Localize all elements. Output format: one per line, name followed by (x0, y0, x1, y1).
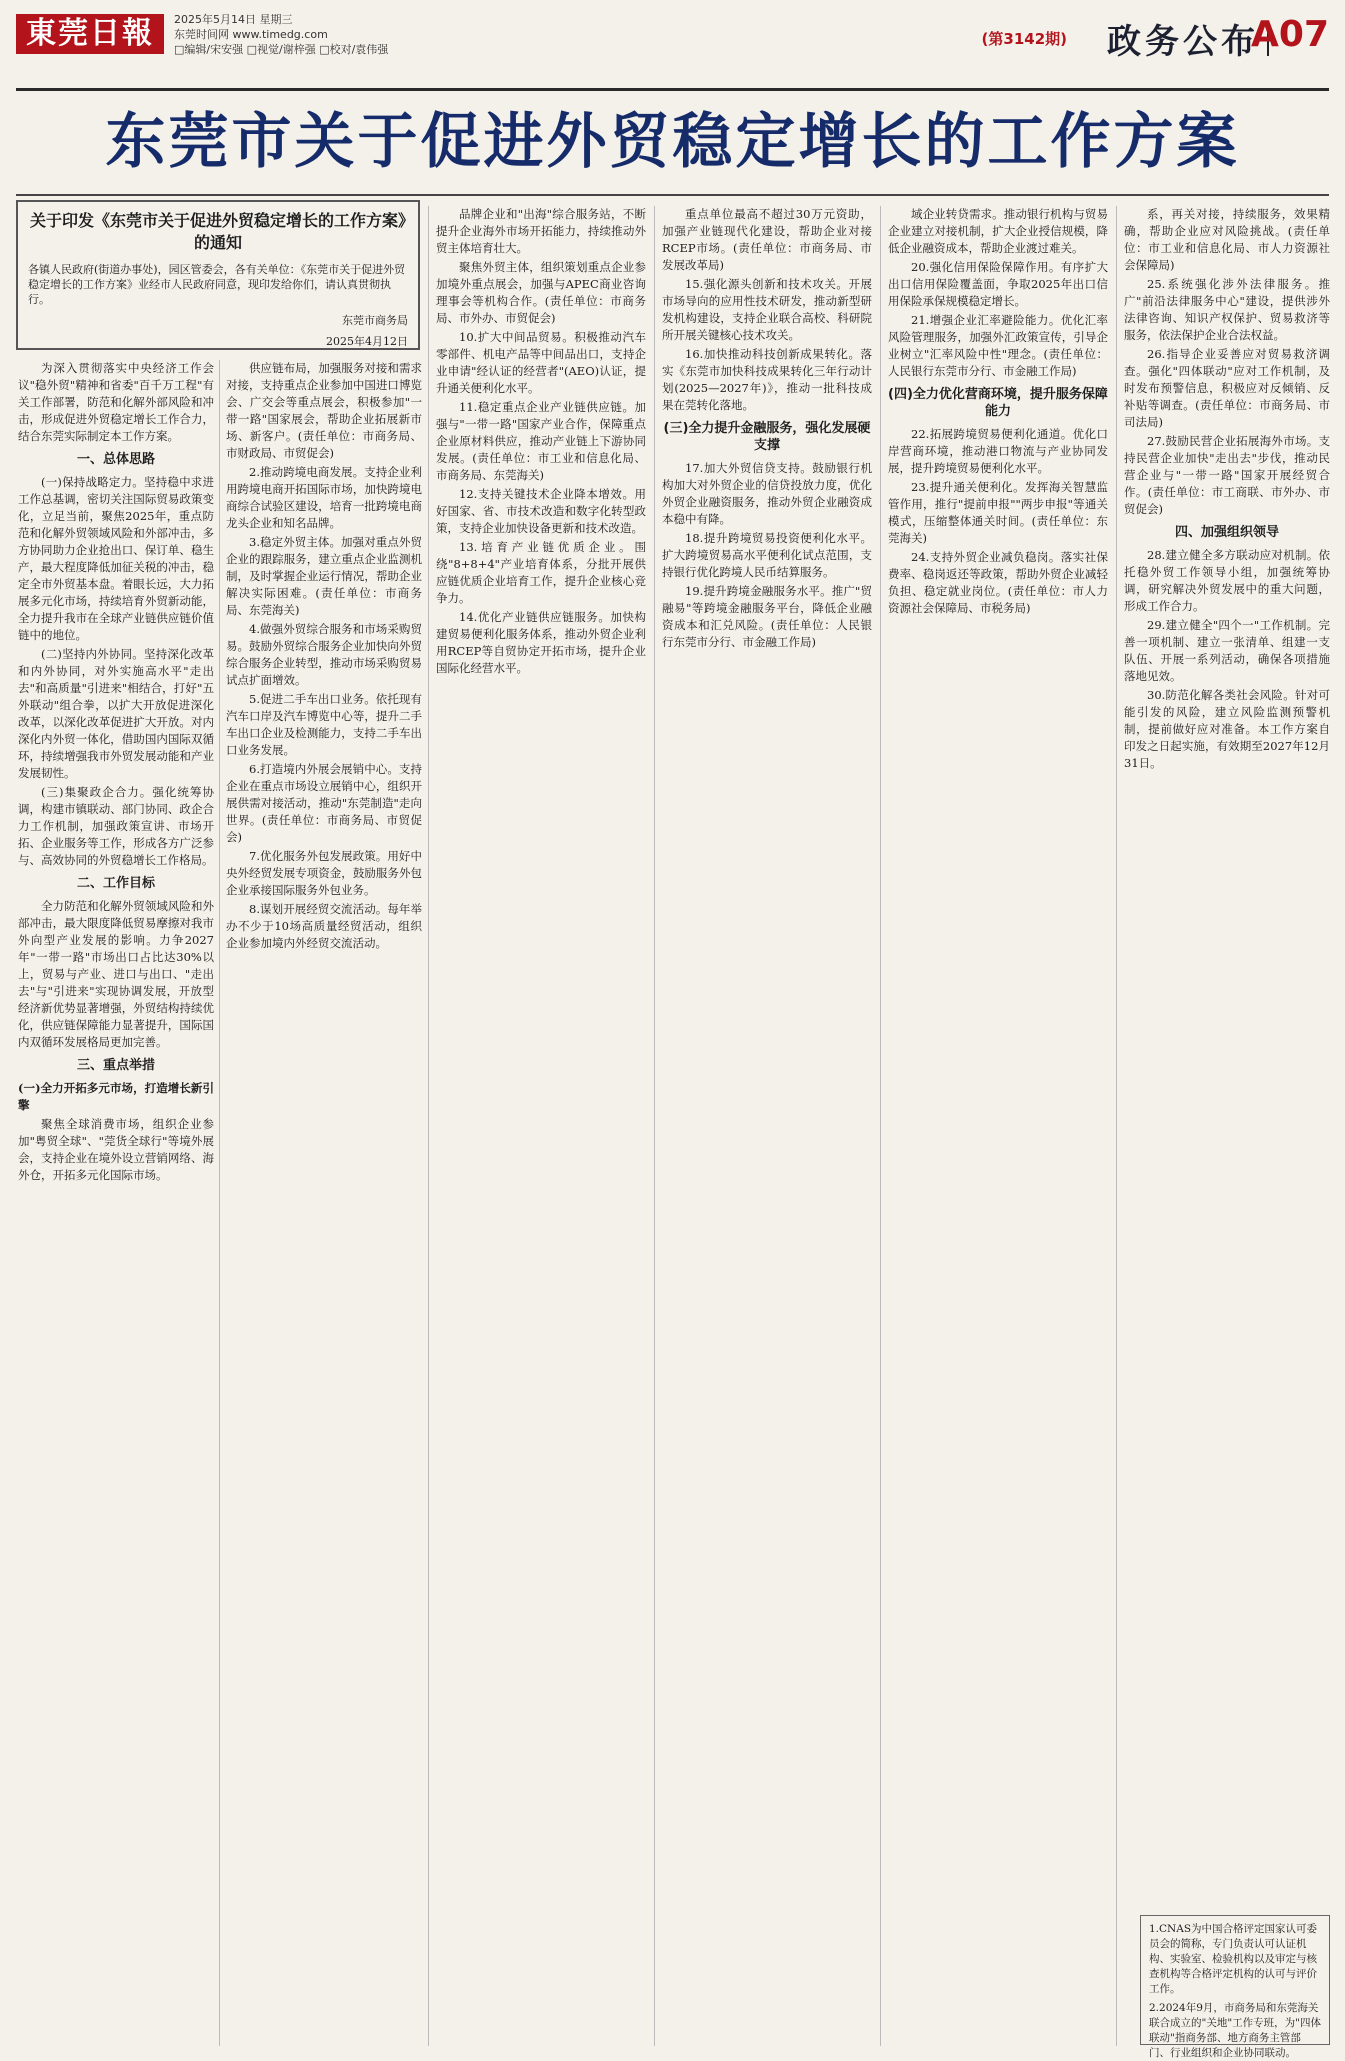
paragraph: 13.培育产业链优质企业。围绕"8+8+4"产业培育体系，分批开展供应链优质企业培育工作，提升企业核心竞争力。 (436, 540, 646, 605)
paragraph: 品牌企业和"出海"综合服务站，不断提升企业海外市场开拓能力，持续推动外贸主体培育壮大。 (436, 207, 646, 255)
notice-body: 各镇人民政府(街道办事处)，园区管委会，各有关单位：《东莞市关于促进外贸稳定增长的工作方案》业经市人民政府同意，现印发给你们，请认真贯彻执行。 (28, 263, 406, 306)
section-heading: (三)全力提升金融服务，强化发展硬支撑 (663, 421, 871, 453)
article-column-1 (18, 360, 214, 1186)
paragraph: 16.加快推动科技创新成果转化。落实《东莞市加快科技成果转化三年行动计划(2025—2027年)》，推动一批科技成果在莞转化落地。 (662, 347, 872, 412)
paragraph: 19.提升跨境金融服务水平。推广"贸融易"等跨境金融服务平台，降低企业融资成本和汇兑风险。(责任单位：人民银行东莞市分行、市金融工作局) (662, 584, 872, 649)
subheading: (一)全力开拓多元市场，打造增长新引擎 (18, 1081, 214, 1112)
notice-signer: 东莞市商务局 (342, 314, 408, 327)
paragraph: 供应链布局，加强服务对接和需求对接，支持重点企业参加中国进口博览会、广交会等重点展会，积极参加"一带一路"国家展会，帮助企业拓展新市场、新客户。(责任单位：市商务局、市财政局、市贸促会) (226, 361, 422, 460)
section-heading: (四)全力优化营商环境，提升服务保障能力 (888, 387, 1108, 419)
footnote: 1.CNAS为中国合格评定国家认可委员会的简称，专门负责认可认证机构、实验室、检验机构以及审定与核查机构等合格评定机构的认可与评价工作。 (1149, 1923, 1318, 1995)
section-heading: 一、总体思路 (76, 452, 155, 467)
paragraph: 重点单位最高不超过30万元资助，加强产业链现代化建设，帮助企业对接RCEP市场。(责任单位：市商务局、市发展改革局) (662, 207, 872, 272)
paragraph: 28.建立健全多方联动应对机制。依托稳外贸工作领导小组，加强统筹协调，研究解决外贸发展中的重大问题，形成工作合力。 (1124, 548, 1330, 613)
section-heading: 二、工作目标 (76, 876, 155, 891)
column-divider (880, 206, 881, 2046)
section-title: 政务公布 (1107, 22, 1259, 62)
footnote: 2.2024年9月，市商务局和东莞海关联合成立的"关地"工作专班，为"四体联动"指商务部、地方商务主管部门、行业组织和企业协同联动。 (1149, 2002, 1321, 2059)
paragraph: 18.提升跨境贸易投资便利化水平。扩大跨境贸易高水平便利化试点范围，支持银行优化跨境人民币结算服务。 (662, 531, 872, 579)
paragraph: 15.强化源头创新和技术攻关。开展市场导向的应用性技术研发，推动新型研发机构建设，支持企业联合高校、科研院所开展关键核心技术攻关。 (662, 277, 872, 342)
paragraph: 29.建立健全"四个一"工作机制。完善一项机制、建立一张清单、组建一支队伍、开展一系列活动，确保各项措施落地见效。 (1124, 618, 1330, 683)
paragraph: 8.谋划开展经贸交流活动。每年举办不少于10场高质量经贸活动，组织企业参加境内外经贸交流活动。 (226, 902, 422, 950)
page-headline: 东莞市关于促进外贸稳定增长的工作方案 (105, 107, 1240, 177)
paragraph: 14.优化产业链供应链服务。加快构建贸易便利化服务体系，推动外贸企业利用RCEP等自贸协定开拓市场，提升企业国际化经营水平。 (436, 610, 646, 675)
column-divider (1116, 206, 1117, 2046)
paragraph: 7.优化服务外包发展政策。用好中央外经贸发展专项资金，鼓励服务外包企业承接国际服务外包业务。 (226, 849, 422, 897)
editors-line: □编辑/宋安强 □视觉/谢梓强 □校对/袁伟强 (174, 43, 389, 56)
column-divider (219, 360, 220, 2046)
notice-date: 2025年4月12日 (326, 335, 408, 348)
paragraph: 2.推动跨境电商发展。支持企业利用跨境电商开拓国际市场，加快跨境电商综合试验区建设，培育一批跨境电商龙头企业和知名品牌。 (226, 465, 422, 530)
article-column-3 (436, 206, 646, 679)
paragraph: 6.打造境内外展会展销中心。支持企业在重点市场设立展销中心，组织开展供需对接活动，推动"东莞制造"走向世界。(责任单位：市商务局、市贸促会) (226, 762, 422, 844)
article-column-2 (226, 360, 422, 954)
paragraph: (一)保持战略定力。坚持稳中求进工作总基调，密切关注国际贸易政策变化，立足当前，聚焦2025年，重点防范和化解外贸领域风险和外部冲击，多方协同助力企业抢出口、保订单、稳生产，最大程度降低加征关税的冲击，稳定全市外贸基本盘。着眼长远，大力拓展多元化市场，持续培育外贸新动能，全力提升我市在全球产业链供应链价值链中的地位。 (18, 475, 214, 642)
paragraph: 25.系统强化涉外法律服务。推广"前沿法律服务中心"建设，提供涉外法律咨询、知识产权保护、贸易救济等服务，依法保护企业合法权益。 (1124, 277, 1330, 342)
column-divider (654, 206, 655, 2046)
paragraph: 系，再关对接，持续服务，效果精确，帮助企业应对风险挑战。(责任单位：市工业和信息化局、市人力资源社会保障局) (1124, 207, 1330, 272)
article-column-4 (662, 206, 872, 653)
masthead (16, 8, 1329, 91)
paragraph: 20.强化信用保险保障作用。有序扩大出口信用保险覆盖面，争取2025年出口信用保险承保规模稳定增长。 (888, 260, 1108, 308)
paragraph: (三)集聚政企合力。强化统筹协调，构建市镇联动、部门协同、政企合力工作机制，加强政策宣讲、市场开拓、企业服务等工作，形成各方广泛参与、高效协同的外贸稳增长工作格局。 (18, 785, 214, 867)
paragraph: 10.扩大中间品贸易。积极推动汽车零部件、机电产品等中间品出口，支持企业申请"经认证的经营者"(AEO)认证，提升通关便利化水平。 (436, 330, 646, 395)
paragraph: 4.做强外贸综合服务和市场采购贸易。鼓励外贸综合服务企业加快向外贸综合服务企业转型，推动市场采购贸易试点扩面增效。 (226, 622, 422, 687)
paragraph: (二)坚持内外协同。坚持深化改革和内外协同，对外实施高水平"走出去"和高质量"引进来"相结合，打好"五外联动"组合拳，以扩大开放促进深化改革，以深化改革促进扩大开放。对内深化内外贸一体化，借助国内国际双循环，持续增强我市外贸发展动能和产业发展韧性。 (18, 647, 214, 780)
paragraph: 21.增强企业汇率避险能力。优化汇率风险管理服务，加强外汇政策宣传，引导企业树立"汇率风险中性"理念。(责任单位：人民银行东莞市分行、市金融工作局) (888, 313, 1108, 378)
paragraph: 11.稳定重点企业产业链供应链。加强与"一带一路"国家产业合作，保障重点企业原材料供应，推动产业链上下游协同发展。(责任单位：市工业和信息化局、市商务局、东莞海关) (436, 400, 646, 482)
notice-title: 关于印发《东莞市关于促进外贸稳定增长的工作方案》的通知 (29, 211, 406, 252)
issue-date: 2025年5月14日 星期三 (174, 13, 293, 26)
paragraph: 3.稳定外贸主体。加强对重点外贸企业的跟踪服务，建立重点企业监测机制，及时掌握企业运行情况，帮助企业解决实际困难。(责任单位：市商务局、东莞海关) (226, 535, 422, 617)
paragraph: 30.防范化解各类社会风险。针对可能引发的风险，建立风险监测预警机制，提前做好应对准备。本工作方案自印发之日起实施，有效期至2027年12月31日。 (1124, 688, 1330, 770)
paragraph: 全力防范和化解外贸领域风险和外部冲击，最大限度降低贸易摩擦对我市外向型产业发展的影响。力争2027年"一带一路"市场出口占比达30%以上，贸易与产业、进口与出口、"走出去"与"引进来"实现协调发展，开放型经济新优势显著增强，外贸结构持续优化，供应链保障能力显著提升，国际国内双循环发展格局更加完善。 (18, 899, 214, 1049)
article-column-5 (888, 206, 1108, 619)
issue-number: (第3142期) (981, 30, 1067, 48)
article-column-6 (1124, 206, 1330, 1906)
newspaper-logo[interactable]: 東莞日報 (16, 14, 164, 54)
paragraph: 17.加大外贸信贷支持。鼓励银行机构加大对外贸企业的信贷投放力度，优化外贸企业融资服务，推动外贸企业融资成本稳中有降。 (662, 461, 872, 526)
notice-box (16, 200, 420, 350)
paragraph: 聚焦全球消费市场，组织企业参加"粤贸全球"、"莞货全球行"等境外展会，支持企业在境外设立营销网络、海外仓，开拓多元化国际市场。 (18, 1117, 214, 1182)
headline-rule (16, 194, 1329, 196)
masthead-meta (174, 12, 388, 57)
intro-paragraph: 为深入贯彻落实中央经济工作会议"稳外贸"精神和省委"百千万工程"有关工作部署，防范和化解外部风险和冲击，形成促进外贸稳定增长工作合力，结合东莞实际制定本工作方案。 (18, 361, 214, 443)
footnote-box (1140, 1915, 1330, 2059)
paragraph: 24.支持外贸企业减负稳岗。落实社保费率、稳岗返还等政策，帮助外贸企业减轻负担、稳定就业岗位。(责任单位：市人力资源社会保障局、市税务局) (888, 550, 1108, 615)
paragraph: 23.提升通关便利化。发挥海关智慧监管作用，推行"提前申报""两步申报"等通关模式，压缩整体通关时间。(责任单位：东莞海关) (888, 480, 1108, 545)
paragraph: 26.指导企业妥善应对贸易救济调查。强化"四体联动"应对工作机制，及时发布预警信息，积极应对反倾销、反补贴等调查。(责任单位：市商务局、市司法局) (1124, 347, 1330, 429)
paragraph: 5.促进二手车出口业务。依托现有汽车口岸及汽车博览中心等，提升二手车出口企业及检测能力，支持二手车出口业务发展。 (226, 692, 422, 757)
paragraph: 27.鼓励民营企业拓展海外市场。支持民营企业加快"走出去"步伐，推动民营企业与"一带一路"国家开展经贸合作。(责任单位：市工商联、市外办、市贸促会) (1124, 434, 1330, 516)
paragraph: 聚焦外贸主体，组织策划重点企业参加境外重点展会，加强与APEC商业咨询理事会等机构合作。(责任单位：市商务局、市外办、市贸促会) (436, 260, 646, 325)
paragraph: 22.拓展跨境贸易便利化通道。优化口岸营商环境，推动港口物流与产业协同发展，提升跨境贸易便利化水平。 (888, 427, 1108, 475)
section-heading: 四、加强组织领导 (1174, 525, 1279, 540)
column-divider (428, 206, 429, 2046)
website-text: 东莞时间网 www.timedg.com (174, 28, 328, 41)
paragraph: 域企业转贷需求。推动银行机构与贸易企业建立对接机制，扩大企业授信规模，降低企业融资成本，帮助企业渡过难关。 (888, 207, 1108, 255)
section-heading: 三、重点举措 (76, 1058, 155, 1073)
page-number: A07 (1251, 14, 1329, 55)
paragraph: 12.支持关键技术企业降本增效。用好国家、省、市技术改造和数字化转型政策，支持企业加快设备更新和技术改造。 (436, 487, 646, 535)
